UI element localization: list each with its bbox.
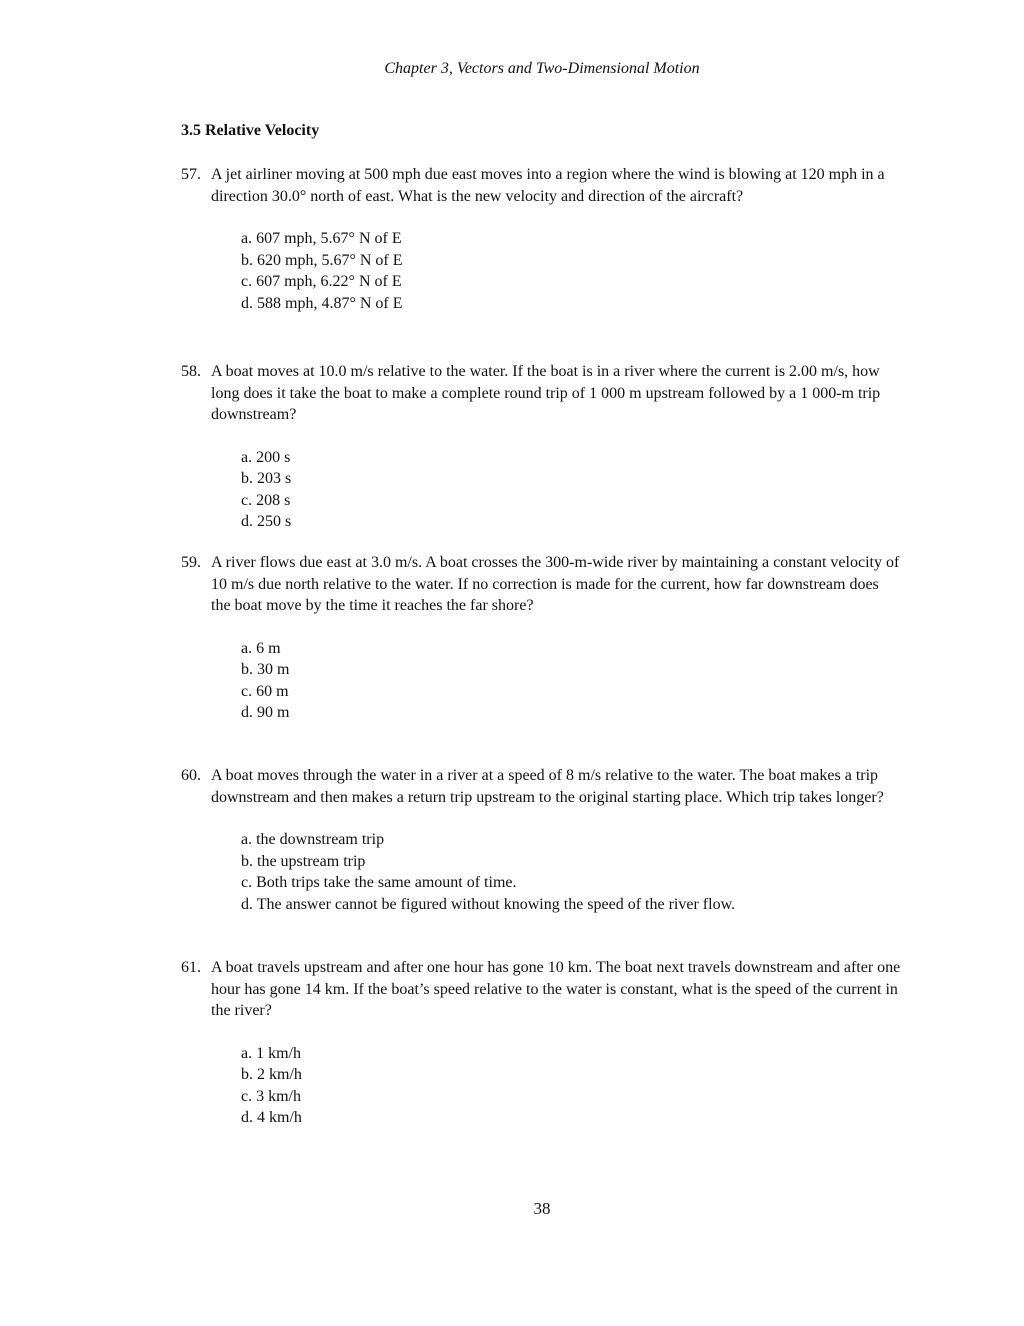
- question-stem: [181, 552, 901, 617]
- choice-a: a. 607 mph, 5.67° N of E: [241, 230, 402, 247]
- choice-a: a. the downstream trip: [241, 831, 385, 848]
- choice-c: c. 3 km/h: [241, 1087, 301, 1105]
- question-text: A jet airliner moving at 500 mph due east moves into a region where the wind is blowing at 120 mph in a direction 30.0° north of east. What is the new velocity and direction of the aircraft?: [211, 166, 885, 205]
- answer-choices: [241, 829, 901, 915]
- choice-c: c. 208 s: [241, 491, 291, 509]
- choice-b: b. the upstream trip: [241, 852, 366, 870]
- choice-d: d. The answer cannot be figured without knowing the speed of the river flow.: [241, 895, 736, 913]
- question-61: [181, 957, 901, 1129]
- choice-a: a. 6 m: [241, 639, 281, 657]
- choice-a: a. 200 s: [241, 448, 291, 466]
- choice-b: b. 620 mph, 5.67° N of E: [241, 251, 403, 269]
- page-number: 38: [533, 1199, 551, 1218]
- choice-a: a. 1 km/h: [241, 1044, 301, 1062]
- answer-choices: [241, 638, 901, 724]
- question-57: [181, 164, 901, 314]
- choice-c: c. 60 m: [241, 682, 289, 700]
- section-heading: 3.5 Relative Velocity: [181, 122, 320, 139]
- choice-d: d. 4 km/h: [241, 1109, 302, 1126]
- choice-d: d. 588 mph, 4.87° N of E: [241, 294, 403, 312]
- question-58: [181, 361, 901, 533]
- question-number: 59.: [181, 554, 201, 571]
- answer-choices: [241, 447, 901, 533]
- question-text: A boat moves through the water in a river at a speed of 8 m/s relative to the water. The boat makes a trip downstream and then makes a return trip upstream to the original starting place. Which trip takes longer?: [211, 767, 884, 806]
- question-stem: [181, 361, 901, 426]
- choice-c: c. Both trips take the same amount of time.: [241, 874, 517, 891]
- choice-d: d. 250 s: [241, 513, 292, 530]
- question-text: A river flows due east at 3.0 m/s. A boat crosses the 300-m-wide river by maintaining a constant velocity of 10 m/s due north relative to the water. If no correction is made for the current, how far downstream does the boat move by the time it reaches the far shore?: [211, 554, 900, 614]
- answer-choices: [241, 228, 901, 314]
- question-text: A boat moves at 10.0 m/s relative to the water. If the boat is in a river where the current is 2.00 m/s, how long does it take the boat to make a complete round trip of 1 000 m upstream followed by a 1 000-m trip downstream?: [211, 363, 881, 423]
- question-number: 60.: [181, 767, 201, 784]
- choice-d: d. 90 m: [241, 704, 290, 721]
- choice-b: b. 30 m: [241, 661, 290, 678]
- choice-c: c. 607 mph, 6.22° N of E: [241, 273, 402, 290]
- question-60: [181, 765, 901, 915]
- page-header: Chapter 3, Vectors and Two-Dimensional Motion: [384, 60, 700, 77]
- answer-choices: [241, 1043, 901, 1129]
- question-stem: [181, 765, 901, 808]
- question-59: [181, 552, 901, 724]
- question-number: 57.: [181, 166, 201, 183]
- question-stem: [181, 957, 901, 1022]
- choice-b: b. 203 s: [241, 470, 292, 487]
- choice-b: b. 2 km/h: [241, 1066, 302, 1083]
- question-stem: [181, 164, 901, 207]
- question-number: 61.: [181, 959, 201, 976]
- question-number: 58.: [181, 363, 201, 380]
- question-text: A boat travels upstream and after one hour has gone 10 km. The boat next travels downstream and after one hour has gone 14 km. If the boat’s speed relative to the water is constant, what is the speed of the current in the river?: [211, 959, 901, 1019]
